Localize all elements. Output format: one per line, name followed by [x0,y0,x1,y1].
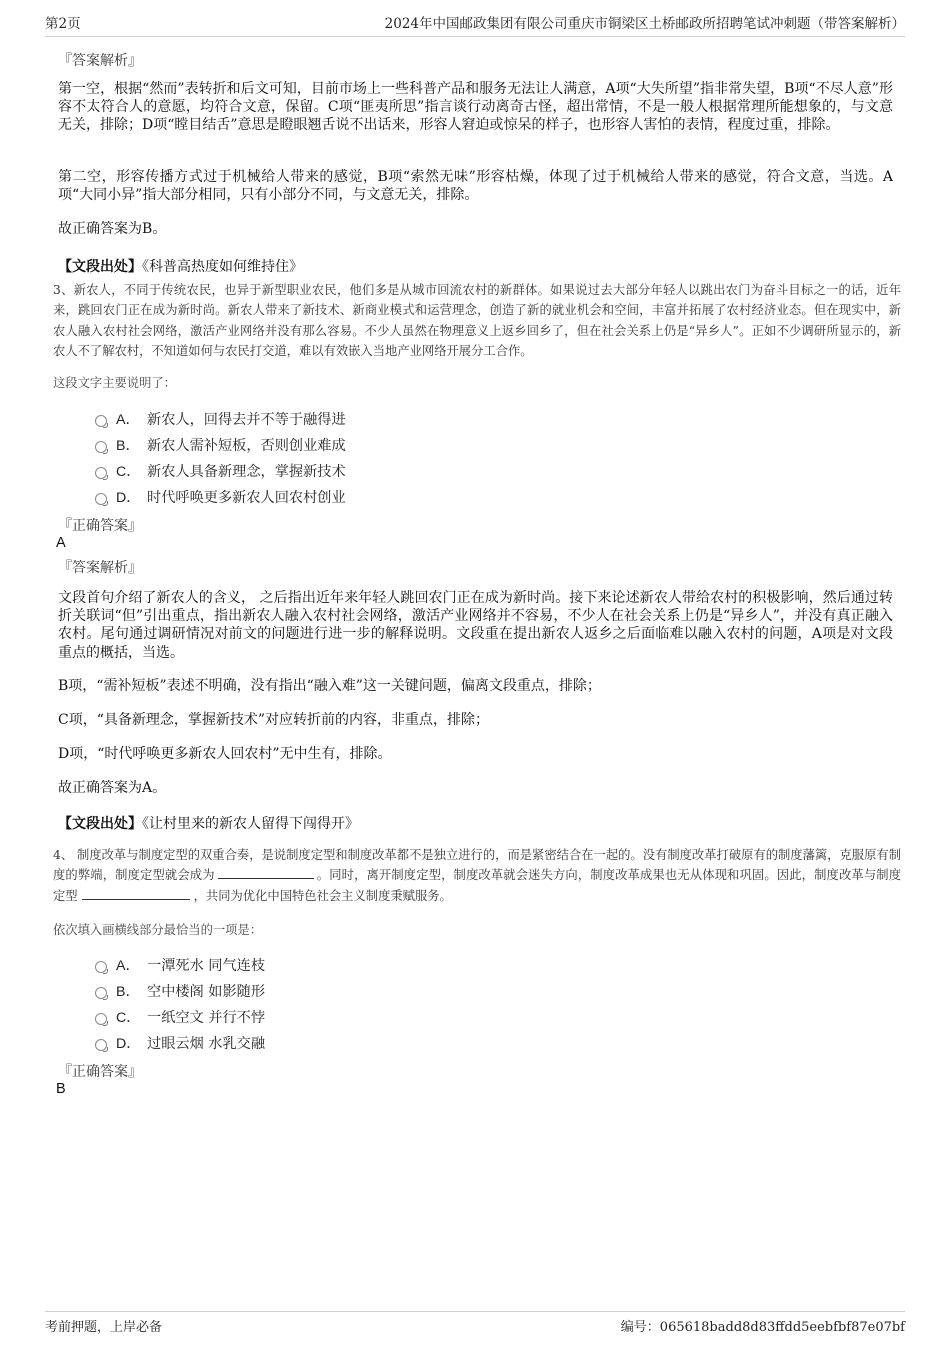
q3-option-a[interactable] [95,409,346,429]
radio-icon[interactable] [95,1039,107,1051]
q3-analysis-option-d: D项，“时代呼唤更多新农人回农村”无中生有，排除。 [58,746,392,762]
q3-question-text: 3、新农人，不同于传统农民，也异于新型职业农民，他们多是从城市回流农村的新群体。如果说过去大部分年轻人以跳出农门为奋斗目标之一的话，近年来，跳回农门正在成为新时尚。新农人带来了新技术、新商业模式和运营理念，创造了新的就业机会和空间，丰富并拓展了农村经济业态。但在现实中，新农人融入农村社会网络，激活产业网络并没有那么容易。不少人虽然在物理意义上返乡回乡了，但在社会关系上仍是“异乡人”。正如不少调研所显示的，新农人不了解农村，不知道如何与农民打交道，难以有效嵌入当地产业网络开展分工合作。 [53,283,901,358]
q4-question-text [53,845,901,906]
q3-option-c[interactable] [95,461,346,481]
q2-source [58,256,303,276]
q4-answer: B [56,1081,66,1097]
q3-prompt: 这段文字主要说明了： [53,376,176,390]
option-letter: A． [116,412,140,428]
q3-source-title: 《让村里来的新农人留得下闯得开》 [142,816,359,832]
q3-source [58,813,359,833]
q2-source-prefix: 【文段出处】 [58,259,142,275]
fill-blank-2[interactable] [82,887,190,900]
page-header [45,12,905,37]
radio-icon[interactable] [95,467,107,479]
q3-answer-label: 『正确答案』 [58,518,142,534]
option-text: 时代呼唤更多新农人回农村创业 [147,490,346,506]
q2-analysis-label: 『答案解析』 [58,53,142,69]
q3-analysis-label: 『答案解析』 [58,560,142,576]
option-text: 空中楼阁 如影随形 [147,984,266,1000]
option-text: 新农人，回得去并不等于融得进 [147,412,346,428]
q4-option-c[interactable] [95,1007,265,1027]
fill-blank-1[interactable] [218,866,314,879]
footer-slogan: 考前押题，上岸必备 [45,1320,163,1335]
option-letter: B． [116,984,140,1000]
option-text: 一纸空文 并行不悖 [147,1010,266,1026]
q2-source-title: 《科普高热度如何维持住》 [142,259,303,275]
option-text: 一潭死水 同气连枝 [147,958,266,974]
q4-text-part-3: ，共同为优化中国特色社会主义制度秉赋服务。 [193,888,452,903]
q3-analysis-option-b: B项，“需补短板”表述不明确，没有指出“融入难”这一关键问题，偏离文段重点，排除； [58,678,601,694]
radio-icon[interactable] [95,987,107,999]
page-footer [45,1311,905,1335]
option-letter: C． [116,464,141,480]
q2-analysis-paragraph-1: 第一空，根据“然而”表转折和后文可知，目前市场上一些科普产品和服务无法让人满意，A项“大失所望”指非常失望，B项“不尽人意”形容不太符合人的意愿，均符合文意，保留。C项“匪夷所思”指言谈行动离奇古怪，超出常情，不是一般人根据常理所能想象的，与文意无关，排除；D项“瞠目结舌”意思是瞪眼翘舌说不出话来，形容人窘迫或惊呆的样子，也形容人害怕的表情，程度过重，排除。 [58,81,893,134]
q4-text-part-2: 。同时，离开制度定型，制度改革就会迷失方向，制度改革成果也无从体现和巩固。因此，制度改革与制度定型 [53,868,901,903]
radio-icon[interactable] [95,1013,107,1025]
q4-prompt: 依次填入画横线部分最恰当的一项是： [53,923,263,937]
radio-icon[interactable] [95,961,107,973]
q2-conclusion: 故正确答案为B。 [58,221,167,237]
option-letter: C． [116,1010,141,1026]
q3-analysis-paragraph-1: 文段首句介绍了新农人的含义， 之后指出近年来年轻人跳回农门正在成为新时尚。接下来论述新农人带给农村的积极影响，然后通过转折关联词“但”引出重点，指出新农人融入农村社会网络，激活产业网络并不容易，不少人在社会关系上仍是“异乡人”，并没有真正融入农村。尾句通过调研情况对前文的问题进行进一步的解释说明。文段重在提出新农人返乡之后面临难以融入农村的问题，A项是对文段重点的概括，当选。 [58,590,893,661]
option-text: 过眼云烟 水乳交融 [147,1036,266,1052]
q4-option-a[interactable] [95,955,265,975]
q3-conclusion: 故正确答案为A。 [58,780,167,796]
option-letter: D． [116,1036,141,1052]
radio-icon[interactable] [95,493,107,505]
q3-source-prefix: 【文段出处】 [58,816,142,832]
q3-option-d[interactable] [95,487,346,507]
q3-analysis-option-c: C项，“具备新理念，掌握新技术”对应转折前的内容，非重点，排除； [58,712,490,728]
q3-answer: A [56,535,66,551]
page-number: 第2页 [45,16,81,32]
radio-icon[interactable] [95,441,107,453]
q4-answer-label: 『正确答案』 [58,1064,142,1080]
option-text: 新农人需补短板，否则创业难成 [147,438,346,454]
option-letter: D． [116,490,141,506]
document-id: 编号：065618badd8d83ffdd5eebfbf87e07bf [620,1320,905,1335]
q4-text-part-1: 4、 制度改革与制度定型的双重合奏，是说制度定型和制度改革都不是独立进行的，而是紧密结合在一起的。没有制度改革打破原有的制度藩篱，克服原有制度的弊端，制度定型就会成为 [53,848,901,883]
option-letter: B． [116,438,140,454]
q4-option-b[interactable] [95,981,265,1001]
q4-option-d[interactable] [95,1033,265,1053]
radio-icon[interactable] [95,415,107,427]
option-letter: A． [116,958,140,974]
q2-analysis-paragraph-2: 第二空，形容传播方式过于机械给人带来的感觉，B项“索然无味”形容枯燥，体现了过于机械给人带来的感觉，符合文意，当选。A项“大同小异”指大部分相同，只有小部分不同，与文意无关，排除。 [58,169,893,204]
option-text: 新农人具备新理念，掌握新技术 [147,464,346,480]
document-title: 2024年中国邮政集团有限公司重庆市铜梁区土桥邮政所招聘笔试冲刺题（带答案解析） [384,16,905,32]
q3-option-b[interactable] [95,435,346,455]
